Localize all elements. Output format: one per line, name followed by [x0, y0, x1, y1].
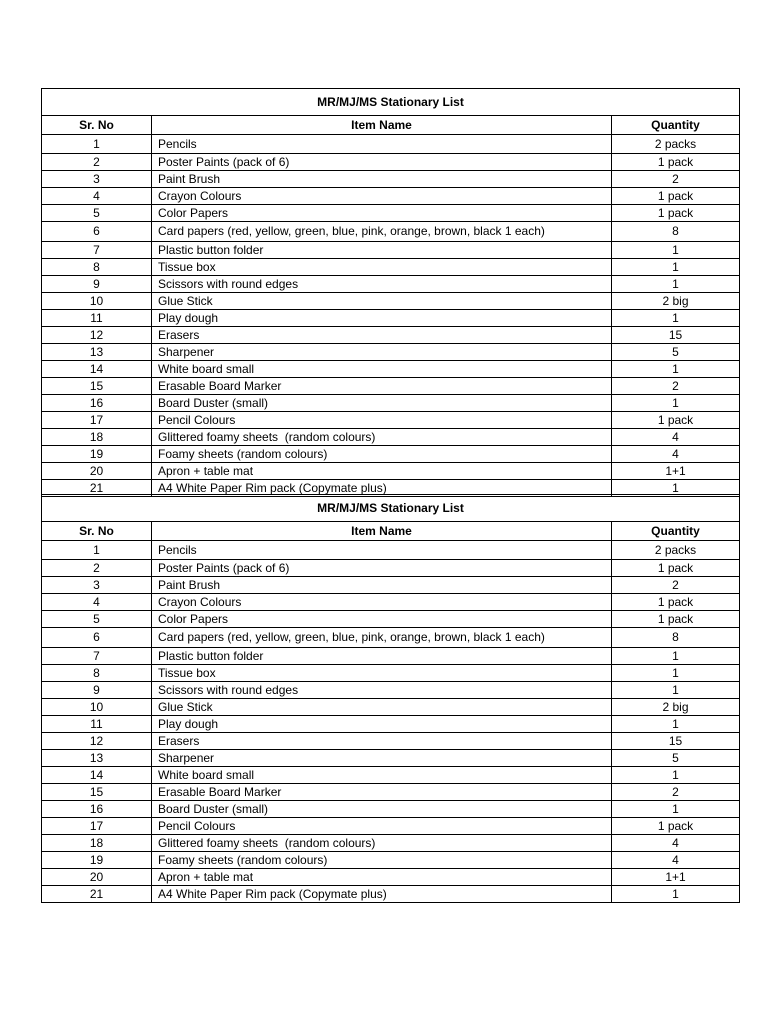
row-sr-no: 17 [42, 818, 152, 835]
row-sr-no: 19 [42, 852, 152, 869]
header-row [42, 522, 740, 541]
row-quantity: 4 [612, 835, 740, 852]
row-item-name: Crayon Colours [152, 188, 612, 205]
row-item-name: Board Duster (small) [152, 395, 612, 412]
row-sr-no: 14 [42, 767, 152, 784]
table-row [42, 716, 740, 733]
row-sr-no: 3 [42, 171, 152, 188]
table-row [42, 750, 740, 767]
row-item-name: Pencil Colours [152, 412, 612, 429]
row-item-name: A4 White Paper Rim pack (Copymate plus) [152, 480, 612, 497]
row-item-name: Erasers [152, 327, 612, 344]
row-sr-no: 7 [42, 648, 152, 665]
row-quantity: 1+1 [612, 869, 740, 886]
row-quantity: 2 [612, 378, 740, 395]
row-item-name: Apron + table mat [152, 869, 612, 886]
col-header-quantity: Quantity [612, 116, 740, 135]
row-item-name: Color Papers [152, 611, 612, 628]
table-row [42, 577, 740, 594]
row-item-name: Tissue box [152, 259, 612, 276]
table-title: MR/MJ/MS Stationary List [42, 89, 740, 116]
row-item-name: Color Papers [152, 205, 612, 222]
table-row [42, 784, 740, 801]
row-sr-no: 20 [42, 869, 152, 886]
row-item-name: White board small [152, 361, 612, 378]
row-item-name: Poster Paints (pack of 6) [152, 560, 612, 577]
table-row [42, 412, 740, 429]
row-quantity: 1 [612, 665, 740, 682]
row-item-name: Play dough [152, 310, 612, 327]
row-sr-no: 17 [42, 412, 152, 429]
row-sr-no: 16 [42, 395, 152, 412]
table-row [42, 276, 740, 293]
row-sr-no: 16 [42, 801, 152, 818]
row-quantity: 1 pack [612, 412, 740, 429]
table-row [42, 395, 740, 412]
row-sr-no: 8 [42, 259, 152, 276]
row-sr-no: 4 [42, 594, 152, 611]
row-quantity: 2 big [612, 293, 740, 310]
col-header-quantity: Quantity [612, 522, 740, 541]
row-item-name: Poster Paints (pack of 6) [152, 154, 612, 171]
table-row [42, 767, 740, 784]
row-item-name: Erasers [152, 733, 612, 750]
row-quantity: 1 [612, 310, 740, 327]
row-sr-no: 5 [42, 611, 152, 628]
table-row [42, 835, 740, 852]
row-quantity: 1 pack [612, 205, 740, 222]
row-item-name: Scissors with round edges [152, 682, 612, 699]
row-quantity: 1 [612, 886, 740, 903]
table-row [42, 611, 740, 628]
row-sr-no: 12 [42, 327, 152, 344]
row-sr-no: 15 [42, 784, 152, 801]
row-item-name: Card papers (red, yellow, green, blue, pink, orange, brown, black 1 each) [152, 628, 612, 648]
row-quantity: 1 [612, 648, 740, 665]
row-item-name: Pencil Colours [152, 818, 612, 835]
stationary-table-1 [41, 88, 740, 497]
row-item-name: Glue Stick [152, 293, 612, 310]
table-row [42, 594, 740, 611]
row-quantity: 1 [612, 395, 740, 412]
row-quantity: 1 pack [612, 594, 740, 611]
row-quantity: 8 [612, 222, 740, 242]
row-item-name: Crayon Colours [152, 594, 612, 611]
row-sr-no: 18 [42, 835, 152, 852]
row-quantity: 2 [612, 577, 740, 594]
row-sr-no: 13 [42, 344, 152, 361]
row-sr-no: 19 [42, 446, 152, 463]
row-quantity: 1+1 [612, 463, 740, 480]
row-sr-no: 5 [42, 205, 152, 222]
row-quantity: 1 [612, 361, 740, 378]
row-sr-no: 2 [42, 560, 152, 577]
table-row [42, 699, 740, 716]
table-row [42, 429, 740, 446]
row-quantity: 4 [612, 446, 740, 463]
row-quantity: 1 [612, 276, 740, 293]
row-sr-no: 8 [42, 665, 152, 682]
table-row [42, 293, 740, 310]
col-header-sr-no: Sr. No [42, 522, 152, 541]
row-item-name: Apron + table mat [152, 463, 612, 480]
table-row [42, 327, 740, 344]
row-item-name: Paint Brush [152, 577, 612, 594]
row-quantity: 2 [612, 171, 740, 188]
row-quantity: 4 [612, 429, 740, 446]
row-quantity: 1 [612, 682, 740, 699]
table-row [42, 154, 740, 171]
col-header-sr-no: Sr. No [42, 116, 152, 135]
row-sr-no: 1 [42, 135, 152, 154]
row-item-name: Sharpener [152, 750, 612, 767]
row-quantity: 2 packs [612, 135, 740, 154]
row-sr-no: 12 [42, 733, 152, 750]
row-item-name: Card papers (red, yellow, green, blue, pink, orange, brown, black 1 each) [152, 222, 612, 242]
table-row [42, 378, 740, 395]
row-quantity: 1 [612, 480, 740, 497]
table-row [42, 463, 740, 480]
row-quantity: 1 pack [612, 611, 740, 628]
table-row [42, 665, 740, 682]
row-item-name: Glittered foamy sheets (random colours) [152, 835, 612, 852]
row-item-name: Pencils [152, 135, 612, 154]
stationary-table-2 [41, 494, 740, 903]
table-row [42, 886, 740, 903]
row-sr-no: 20 [42, 463, 152, 480]
row-sr-no: 6 [42, 628, 152, 648]
row-item-name: Play dough [152, 716, 612, 733]
row-item-name: Erasable Board Marker [152, 784, 612, 801]
row-sr-no: 1 [42, 541, 152, 560]
table-row [42, 135, 740, 154]
row-sr-no: 11 [42, 716, 152, 733]
row-quantity: 5 [612, 344, 740, 361]
row-item-name: Glue Stick [152, 699, 612, 716]
row-quantity: 2 packs [612, 541, 740, 560]
row-sr-no: 18 [42, 429, 152, 446]
row-sr-no: 15 [42, 378, 152, 395]
table-row [42, 222, 740, 242]
table-row [42, 344, 740, 361]
table-row [42, 541, 740, 560]
table-title: MR/MJ/MS Stationary List [42, 495, 740, 522]
row-item-name: Plastic button folder [152, 242, 612, 259]
col-header-item-name: Item Name [152, 522, 612, 541]
row-item-name: Plastic button folder [152, 648, 612, 665]
row-item-name: Foamy sheets (random colours) [152, 446, 612, 463]
row-quantity: 1 pack [612, 154, 740, 171]
row-sr-no: 13 [42, 750, 152, 767]
row-sr-no: 10 [42, 699, 152, 716]
row-sr-no: 11 [42, 310, 152, 327]
table-row [42, 188, 740, 205]
table-row [42, 648, 740, 665]
row-sr-no: 21 [42, 886, 152, 903]
table-row [42, 242, 740, 259]
table-row [42, 259, 740, 276]
row-quantity: 1 [612, 801, 740, 818]
row-sr-no: 9 [42, 682, 152, 699]
row-quantity: 1 [612, 767, 740, 784]
row-item-name: Pencils [152, 541, 612, 560]
row-item-name: Board Duster (small) [152, 801, 612, 818]
table-row [42, 801, 740, 818]
table-row [42, 818, 740, 835]
row-quantity: 1 pack [612, 818, 740, 835]
row-sr-no: 4 [42, 188, 152, 205]
row-quantity: 1 pack [612, 560, 740, 577]
row-sr-no: 21 [42, 480, 152, 497]
row-quantity: 15 [612, 327, 740, 344]
row-sr-no: 7 [42, 242, 152, 259]
table-row [42, 682, 740, 699]
row-quantity: 2 [612, 784, 740, 801]
header-row [42, 116, 740, 135]
row-quantity: 2 big [612, 699, 740, 716]
row-item-name: Foamy sheets (random colours) [152, 852, 612, 869]
row-item-name: Erasable Board Marker [152, 378, 612, 395]
row-quantity: 1 [612, 242, 740, 259]
table-row [42, 205, 740, 222]
table-row [42, 446, 740, 463]
table-row [42, 310, 740, 327]
row-item-name: Sharpener [152, 344, 612, 361]
table-row [42, 361, 740, 378]
table-row [42, 171, 740, 188]
row-quantity: 8 [612, 628, 740, 648]
table-row [42, 852, 740, 869]
table-row [42, 733, 740, 750]
row-quantity: 1 [612, 259, 740, 276]
row-item-name: Paint Brush [152, 171, 612, 188]
row-item-name: Glittered foamy sheets (random colours) [152, 429, 612, 446]
row-item-name: Tissue box [152, 665, 612, 682]
row-quantity: 1 [612, 716, 740, 733]
row-sr-no: 6 [42, 222, 152, 242]
row-sr-no: 2 [42, 154, 152, 171]
col-header-item-name: Item Name [152, 116, 612, 135]
row-sr-no: 14 [42, 361, 152, 378]
row-quantity: 15 [612, 733, 740, 750]
row-quantity: 1 pack [612, 188, 740, 205]
table-row [42, 560, 740, 577]
row-sr-no: 9 [42, 276, 152, 293]
row-item-name: Scissors with round edges [152, 276, 612, 293]
row-quantity: 5 [612, 750, 740, 767]
row-quantity: 4 [612, 852, 740, 869]
table-row [42, 628, 740, 648]
row-item-name: A4 White Paper Rim pack (Copymate plus) [152, 886, 612, 903]
row-item-name: White board small [152, 767, 612, 784]
row-sr-no: 10 [42, 293, 152, 310]
table-row [42, 869, 740, 886]
row-sr-no: 3 [42, 577, 152, 594]
